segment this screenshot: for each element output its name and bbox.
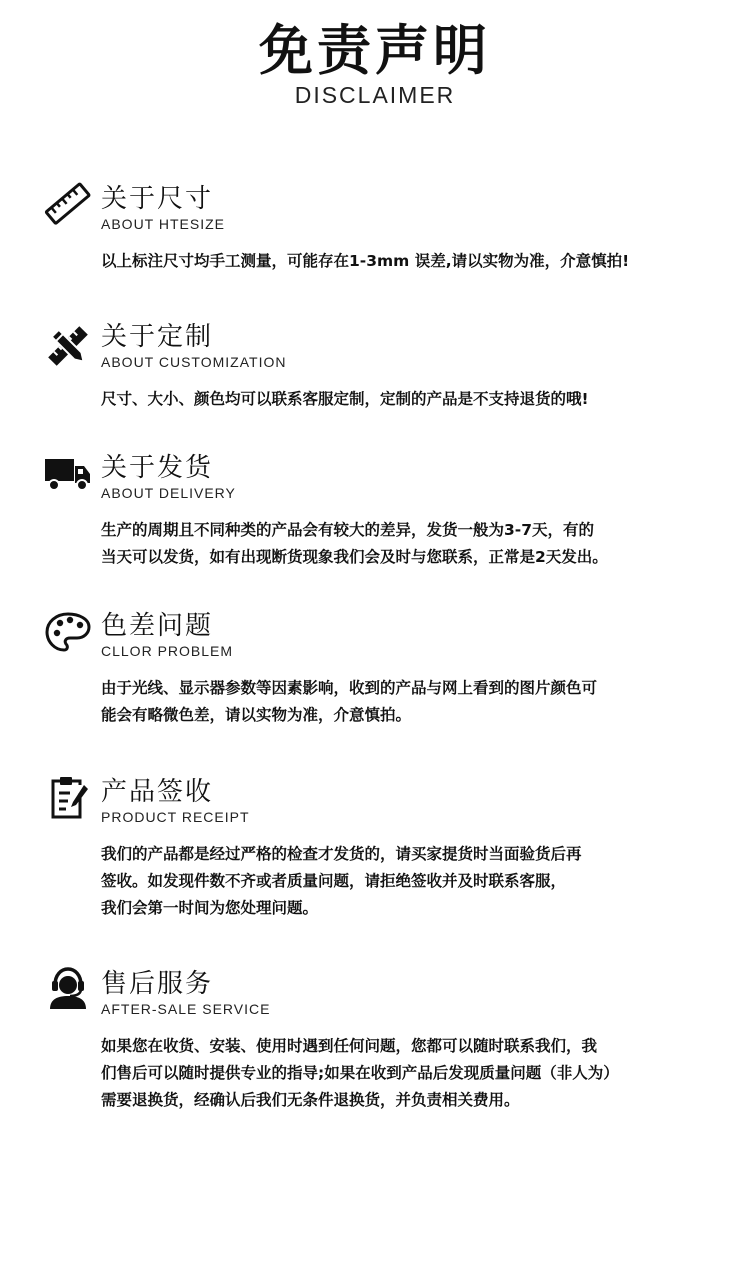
clipboard-icon (44, 773, 92, 821)
section-subtitle: ABOUT CUSTOMIZATION (101, 354, 287, 370)
section-line: 能会有略微色差，请以实物为准，介意慎拍。 (101, 706, 412, 724)
section-title: 售后服务 (101, 969, 214, 999)
section-line: 签收。如发现件数不齐或者质量问题，请拒绝签收并及时联系客服， (101, 872, 567, 890)
section-body (101, 841, 716, 922)
section-title: 产品签收 (101, 777, 214, 807)
section-body (101, 386, 716, 413)
section-line: 由于光线、显示器参数等因素影响，收到的产品与网上看到的图片颜色可 (101, 679, 598, 697)
section-title: 关于发货 (101, 453, 214, 483)
section-line: 尺寸、大小、颜色均可以联系客服定制，定制的产品是不支持退货的哦! (101, 390, 589, 408)
pencil-ruler-icon (44, 322, 92, 370)
section-line: 以上标注尺寸均手工测量，可能存在1-3mm 误差,请以实物为准，介意慎拍! (101, 252, 630, 270)
ruler-icon (44, 180, 92, 228)
section-title: 关于定制 (101, 322, 214, 352)
truck-icon (44, 449, 92, 497)
customer-service-icon (44, 963, 92, 1011)
section-title: 色差问题 (101, 611, 214, 641)
section-body (101, 1033, 716, 1114)
section-line: 当天可以发货，如有出现断货现象我们会及时与您联系，正常是2天发出。 (101, 548, 608, 566)
section-subtitle: ABOUT DELIVERY (101, 485, 236, 501)
section-line: 生产的周期且不同种类的产品会有较大的差异，发货一般为3-7天，有的 (101, 521, 595, 539)
page-title: 免责声明 (259, 19, 491, 82)
section-title: 关于尺寸 (101, 184, 214, 214)
section-line: 们售后可以随时提供专业的指导;如果在收到产品后发现质量问题（非人为） (101, 1064, 619, 1082)
section-line: 我们会第一时间为您处理问题。 (101, 899, 319, 917)
palette-icon (44, 609, 92, 657)
section-body (101, 248, 716, 275)
section-subtitle: PRODUCT RECEIPT (101, 809, 250, 825)
section-line: 需要退换货，经确认后我们无条件退换货，并负责相关费用。 (101, 1091, 520, 1109)
section-subtitle: AFTER-SALE SERVICE (101, 1001, 271, 1017)
section-body (101, 517, 716, 571)
section-subtitle: CLLOR PROBLEM (101, 643, 234, 659)
section-subtitle: ABOUT HTESIZE (101, 216, 225, 232)
section-line: 如果您在收货、安装、使用时遇到任何问题，您都可以随时联系我们，我 (101, 1037, 598, 1055)
page-subtitle: DISCLAIMER (294, 82, 456, 108)
section-body (101, 675, 716, 729)
section-line: 我们的产品都是经过严格的检查才发货的，请买家提货时当面验货后再 (101, 845, 582, 863)
